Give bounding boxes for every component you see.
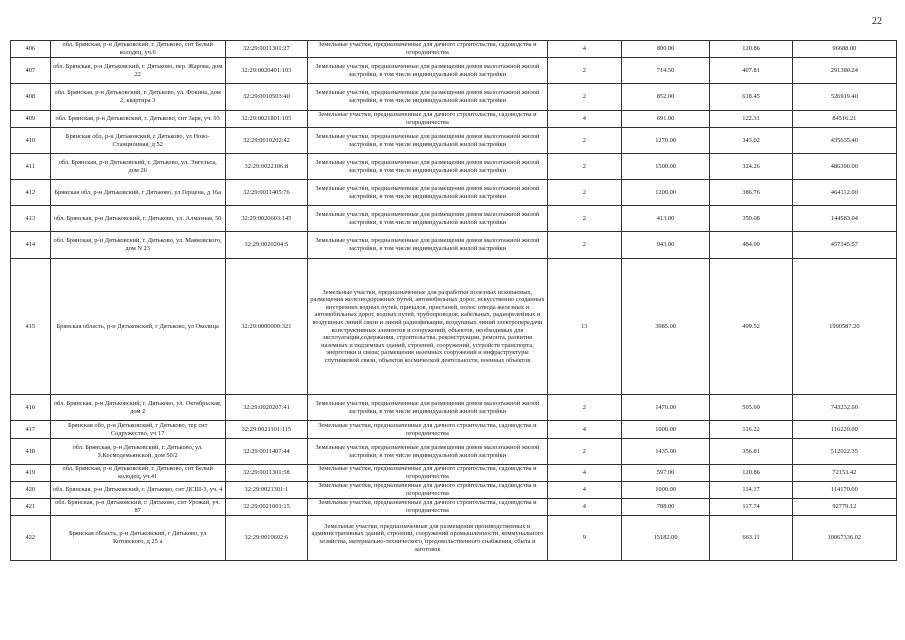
group-number-cell: 2 [547,84,621,111]
land-use-category-cell: Земельные участки, предназначенные для размещения домов малоэтажной жилой застройки, в том числе индивидуальной жилой застройки [308,128,548,154]
specific-value-cell: 499.52 [710,259,792,395]
row-number-cell: 408 [11,84,51,111]
area-cell: 1470.00 [621,395,710,421]
area-cell: 597.00 [621,465,710,482]
address-cell: обл. Брянская, р-н Дятьковский, г. Дятьково, снт ДСШ-3, уч. 4 [50,482,225,499]
group-number-cell: 4 [547,482,621,499]
cadastral-value-cell: 144583.04 [792,206,896,232]
row-number-cell: 419 [11,465,51,482]
table-row [11,84,897,111]
area-cell: 1000.00 [621,482,710,499]
row-number-cell: 417 [11,421,51,439]
area-cell: 1200.00 [621,180,710,206]
land-use-category-cell: Земельные участки, предназначенные для дачного строительства, садоводства и огородничества [308,421,548,439]
land-use-category-cell: Земельные участки, предназначенные для дачного строительства, садоводства и огородничества [308,482,548,499]
cadastral-number-cell: 32:29:0020204:5 [225,232,307,259]
group-number-cell: 2 [547,206,621,232]
land-use-category-cell: Земельные участки, предназначенные для размещения домов малоэтажной жилой застройки, в том числе индивидуальной жилой застройки [308,395,548,421]
cadastral-value-cell: 116220.00 [792,421,896,439]
group-number-cell: 2 [547,128,621,154]
specific-value-cell: 120.86 [710,465,792,482]
row-number-cell: 418 [11,439,51,465]
land-use-category-cell: Земельные участки, предназначенные для размещения домов малоэтажной жилой застройки, в том числе индивидуальной жилой застройки [308,206,548,232]
specific-value-cell: 324.26 [710,154,792,180]
group-number-cell: 2 [547,232,621,259]
area-cell: 800.00 [621,41,710,58]
cadastral-number-cell: 32:29:0010602:6 [225,516,307,561]
row-number-cell: 410 [11,128,51,154]
table-row [11,499,897,516]
cadastral-number-cell: 32:29:0021801:105 [225,111,307,128]
area-cell: 852.00 [621,84,710,111]
area-cell: 1000.00 [621,421,710,439]
cadastral-value-cell: 96688.00 [792,41,896,58]
address-cell: обл. Брянская, р-н Дятьковский, г. Дятьково, ул. Алмазная, 50 [50,206,225,232]
cadastral-number-cell: 32:29:0011405:76 [225,180,307,206]
specific-value-cell: 350.08 [710,206,792,232]
group-number-cell: 4 [547,421,621,439]
table-row [11,482,897,499]
cadastral-value-cell: 435635.40 [792,128,896,154]
address-cell: Брянская область, р-н Дятьковский, г Дятьково, ул Котовского, д 25 а [50,516,225,561]
table-row [11,41,897,58]
address-cell: обл. Брянская, р-н Дятьковский, г. Дятьково, ул. Энгельса, дом 26 [50,154,225,180]
registry-table-body [11,41,897,561]
specific-value-cell: 120.86 [710,41,792,58]
table-row [11,180,897,206]
specific-value-cell: 386.76 [710,180,792,206]
table-row [11,128,897,154]
cadastral-value-cell: 457345.57 [792,232,896,259]
cadastral-value-cell: 72153.42 [792,465,896,482]
group-number-cell: 2 [547,58,621,84]
land-use-category-cell: Земельные участки, предназначенные для размещения домов малоэтажной жилой застройки, в том числе индивидуальной жилой застройки [308,58,548,84]
row-number-cell: 413 [11,206,51,232]
table-row [11,154,897,180]
cadastral-value-cell: 92779.12 [792,499,896,516]
land-use-category-cell: Земельные участки, предназначенные для разработки полезных ископаемых, размещения железнодорожных путей, автомобильных дорог, искусственно созданных внутренних водных путей, причалов, пристаней, полос отвода железных и автомобильных дорог, водных путей, трубопроводов, кабельных, радиорелейных и воздушных линий связи и линий радиофикации, воздушных линий электропередачи конструктивных элементов и сооружений, объектов, необходимых для эксплуатации,содержания, строительства, реконструкции, ремонта, развития наземных и подземных зданий, строений, сооружений, устройств транспорта, энергетики и связи; размещения наземных сооружений и инфраструктуры спутниковой связи, объектов космической деятельности, военных объектов [308,259,548,395]
address-cell: обл. Брянская, р-н Дятьковский, г. Дятьково, снт Урожай, уч. 87 [50,499,225,516]
address-cell: обл. Брянская, р-н Дятьковский, г. Дятьково, снт Заря, уч. 93 [50,111,225,128]
cadastral-number-cell: 32:29:0021301:1 [225,482,307,499]
row-number-cell: 422 [11,516,51,561]
address-cell: обл. Брянская, р-н Дятьковский, г. Дятьково, пер. Жарова, дом 22 [50,58,225,84]
address-cell: Брянская обл, р-н Дятьковский, г Дятьково, ул Ново-Станционная, д 52 [50,128,225,154]
cadastral-number-cell: 32:29:0010202:42 [225,128,307,154]
cadastral-number-cell: 32:29:0021101:115 [225,421,307,439]
area-cell: 788.00 [621,499,710,516]
table-row [11,206,897,232]
row-number-cell: 409 [11,111,51,128]
row-number-cell: 412 [11,180,51,206]
cadastral-number-cell: 32:29:0020207:41 [225,395,307,421]
page-number: 22 [872,16,882,27]
cadastral-number-cell: 32:29:0011407:44 [225,439,307,465]
cadastral-value-cell: 1990587.20 [792,259,896,395]
address-cell: обл. Брянская, р-н Дятьковский, г. Дятьково, ул. Октябрьская, дом 2 [50,395,225,421]
address-cell: обл. Брянская, р-н Дятьковский, г. Дятьково, снт Белый колодец, уч.41 [50,465,225,482]
address-cell: обл. Брянская, р-н Дятьковский, г. Дятьково, ул. Маяковского, дом N 23 [50,232,225,259]
area-cell: 1500.00 [621,154,710,180]
row-number-cell: 415 [11,259,51,395]
cadastral-value-cell: 512022.35 [792,439,896,465]
address-cell: обл. Брянская, р-н Дятьковский, г. Дятьково, ул. З.Космодемьянской, дом 50/2 [50,439,225,465]
table-row [11,111,897,128]
specific-value-cell: 343.02 [710,128,792,154]
cadastral-number-cell: 32:29:0020603:145 [225,206,307,232]
row-number-cell: 406 [11,41,51,58]
group-number-cell: 4 [547,111,621,128]
cadastral-number-cell: 32:29:0022106:8 [225,154,307,180]
address-cell: Брянская область, р-н Дятьковский, г Дятьково, ул Околица [50,259,225,395]
specific-value-cell: 505.60 [710,395,792,421]
row-number-cell: 414 [11,232,51,259]
table-row [11,421,897,439]
address-cell: обл. Брянская, р-н Дятьковский, г. Дятьково, ул. Фокина, дом 2, квартира 3 [50,84,225,111]
group-number-cell: 2 [547,154,621,180]
land-use-category-cell: Земельные участки, предназначенные для размещения домов малоэтажной жилой застройки, в том числе индивидуальной жилой застройки [308,180,548,206]
address-cell: обл. Брянская, р-н Дятьковский, г. Дятьково, снт Белый колодец, уч.6 [50,41,225,58]
land-use-category-cell: Земельные участки, предназначенные для размещения домов малоэтажной жилой застройки, в том числе индивидуальной жилой застройки [308,84,548,111]
specific-value-cell: 356.81 [710,439,792,465]
specific-value-cell: 117.74 [710,499,792,516]
specific-value-cell: 116.22 [710,421,792,439]
land-use-category-cell: Земельные участки, предназначенные для размещения домов малоэтажной жилой застройки, в том числе индивидуальной жилой застройки [308,232,548,259]
land-registry-table [10,40,897,561]
table-row [11,465,897,482]
cadastral-value-cell: 84516.21 [792,111,896,128]
address-cell: Брянская обл, р-н Дятьковский, г Дятьково, ул Герцена, д 16а [50,180,225,206]
area-cell: 15182.00 [621,516,710,561]
cadastral-value-cell: 291380.24 [792,58,896,84]
group-number-cell: 2 [547,180,621,206]
table-row [11,439,897,465]
cadastral-value-cell: 526919.40 [792,84,896,111]
land-use-category-cell: Земельные участки, предназначенные для дачного строительства, садоводства и огородничества [308,465,548,482]
group-number-cell: 4 [547,499,621,516]
area-cell: 413.00 [621,206,710,232]
table-row [11,395,897,421]
specific-value-cell: 114.17 [710,482,792,499]
cadastral-value-cell: 10067336.02 [792,516,896,561]
table-row [11,58,897,84]
group-number-cell: 9 [547,516,621,561]
cadastral-number-cell: 32:29:0011301:58 [225,465,307,482]
area-cell: 691.00 [621,111,710,128]
land-use-category-cell: Земельные участки, предназначенные для размещения домов малоэтажной жилой застройки, в том числе индивидуальной жилой застройки [308,154,548,180]
row-number-cell: 407 [11,58,51,84]
group-number-cell: 4 [547,465,621,482]
land-use-category-cell: Земельные участки, предназначенные для дачного строительства, садоводства и огородничества [308,499,548,516]
land-use-category-cell: Земельные участки, предназначенные для размещения производственных и административных зданий, строений, сооружений промышленности, коммунального хозяйства, материально-технического, продовольственного снабжения, сбыта и заготовок [308,516,548,561]
area-cell: 1435.00 [621,439,710,465]
cadastral-number-cell: 32:29:0020401:103 [225,58,307,84]
cadastral-number-cell: 32:29:0011301:27 [225,41,307,58]
cadastral-number-cell: 32:29:0010503:40 [225,84,307,111]
specific-value-cell: 407.81 [710,58,792,84]
group-number-cell: 2 [547,439,621,465]
area-cell: 943.00 [621,232,710,259]
group-number-cell: 2 [547,395,621,421]
cadastral-value-cell: 464112.00 [792,180,896,206]
land-use-category-cell: Земельные участки, предназначенные для дачного строительства, садоводства и огородничества [308,41,548,58]
table-row [11,516,897,561]
group-number-cell: 4 [547,41,621,58]
land-use-category-cell: Земельные участки, предназначенные для дачного строительства, садоводства и огородничества [308,111,548,128]
area-cell: 3985.00 [621,259,710,395]
address-cell: Брянская обл, р-н Дятьковский, г Дятьково, тер снт Содружество, уч 17 [50,421,225,439]
area-cell: 1270.00 [621,128,710,154]
table-row [11,259,897,395]
specific-value-cell: 122.31 [710,111,792,128]
row-number-cell: 421 [11,499,51,516]
table-row [11,232,897,259]
specific-value-cell: 484.99 [710,232,792,259]
cadastral-value-cell: 114170.00 [792,482,896,499]
cadastral-number-cell: 32:29:0000000:321 [225,259,307,395]
row-number-cell: 416 [11,395,51,421]
cadastral-value-cell: 486390.00 [792,154,896,180]
cadastral-value-cell: 743232.00 [792,395,896,421]
row-number-cell: 420 [11,482,51,499]
land-use-category-cell: Земельные участки, предназначенные для размещения домов малоэтажной жилой застройки, в том числе индивидуальной жилой застройки [308,439,548,465]
row-number-cell: 411 [11,154,51,180]
specific-value-cell: 618.45 [710,84,792,111]
group-number-cell: 13 [547,259,621,395]
area-cell: 714.50 [621,58,710,84]
specific-value-cell: 663.11 [710,516,792,561]
cadastral-number-cell: 32:29:0021001:15 [225,499,307,516]
